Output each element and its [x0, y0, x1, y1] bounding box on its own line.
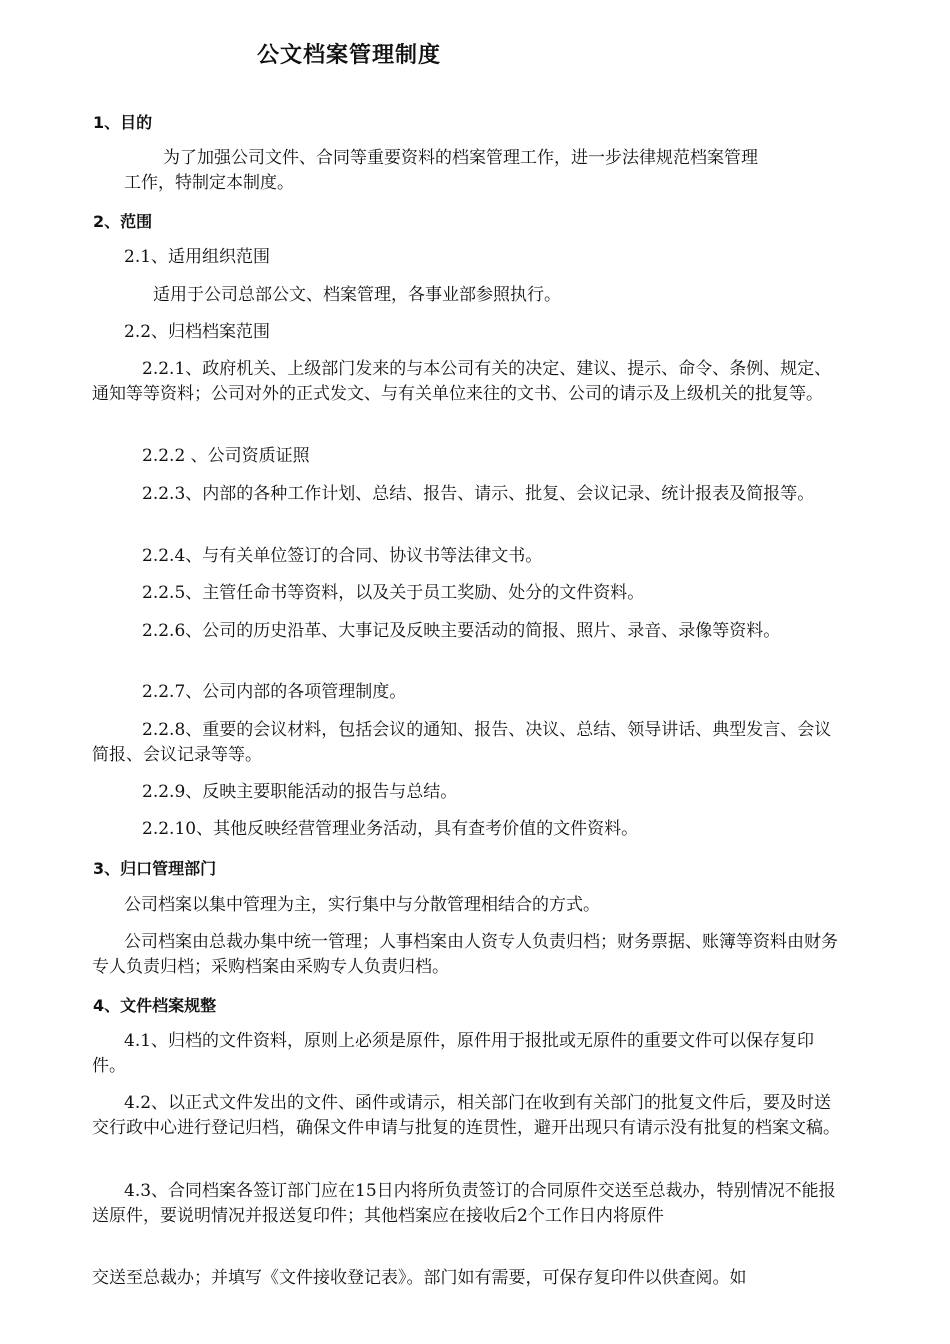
purpose-paragraph-cont: 工作，特制定本制度。: [124, 173, 294, 193]
section-heading-purpose: 1、目的: [93, 113, 153, 132]
archive-item-10: 2.2.10、其他反映经营管理业务活动，具有查考价值的文件资料。: [142, 819, 639, 839]
section-heading-scope: 2、范围: [93, 212, 153, 231]
archive-item-1: 2.2.1、政府机关、上级部门发来的与本公司有关的决定、建议、提示、命令、条例、规定、通知等等资料；公司对外的正式发文、与有关单位来往的文书、公司的请示及上级机关的批复等。: [92, 359, 832, 404]
section-heading-department: 3、归口管理部门: [93, 859, 217, 878]
filing-paragraph-2: 4.2、以正式文件发出的文件、函件或请示，相关部门在收到有关部门的批复文件后，要及时送交行政中心进行登记归档，确保文件申请与批复的连贯性，避开出现只有请示没有批复的档案文稿。: [92, 1093, 840, 1138]
department-paragraph-2: 公司档案由总裁办集中统一管理；人事档案由人资专人负责归档；财务票据、账簿等资料由财务专人负责归档；采购档案由采购专人负责归档。: [92, 932, 838, 977]
filing-paragraph-3-cont: 交送至总裁办；并填写《文件接收登记表》。部门如有需要，可保存复印件以供查阅。如: [92, 1268, 747, 1288]
archive-item-6: 2.2.6、公司的历史沿革、大事记及反映主要活动的简报、照片、录音、录像等资料。: [142, 621, 781, 641]
archive-item-2: 2.2.2 、公司资质证照: [142, 446, 310, 466]
archive-item-4: 2.2.4、与有关单位签订的合同、协议书等法律文书。: [142, 546, 543, 566]
archive-item-9: 2.2.9、反映主要职能活动的报告与总结。: [142, 782, 458, 802]
section-heading-filing: 4、文件档案规整: [93, 996, 217, 1015]
subsection-applicable-scope: 2.1、适用组织范围: [124, 247, 271, 267]
purpose-paragraph: 为了加强公司文件、合同等重要资料的档案管理工作，进一步法律规范档案管理: [163, 148, 758, 168]
archive-item-5: 2.2.5、主管任命书等资料，以及关于员工奖励、处分的文件资料。: [142, 583, 645, 603]
applicable-scope-text: 适用于公司总部公文、档案管理，各事业部参照执行。: [153, 285, 561, 305]
document-title: 公文档案管理制度: [257, 43, 442, 68]
archive-item-8: 2.2.8、重要的会议材料，包括会议的通知、报告、决议、总结、领导讲话、典型发言、会议简报、会议记录等等。: [92, 720, 832, 765]
archive-item-3: 2.2.3、内部的各种工作计划、总结、报告、请示、批复、会议记录、统计报表及简报等。: [142, 484, 815, 504]
filing-paragraph-3: 4.3、合同档案各签订部门应在15日内将所负责签订的合同原件交送至总裁办，特别情况不能报送原件，要说明情况并报送复印件；其他档案应在接收后2个工作日内将原件: [92, 1181, 836, 1226]
department-paragraph-1: 公司档案以集中管理为主，实行集中与分散管理相结合的方式。: [124, 895, 600, 915]
subsection-archive-scope: 2.2、归档档案范围: [124, 322, 271, 342]
archive-item-7: 2.2.7、公司内部的各项管理制度。: [142, 682, 407, 702]
filing-paragraph-1: 4.1、归档的文件资料，原则上必须是原件，原件用于报批或无原件的重要文件可以保存复印件。: [92, 1031, 815, 1076]
